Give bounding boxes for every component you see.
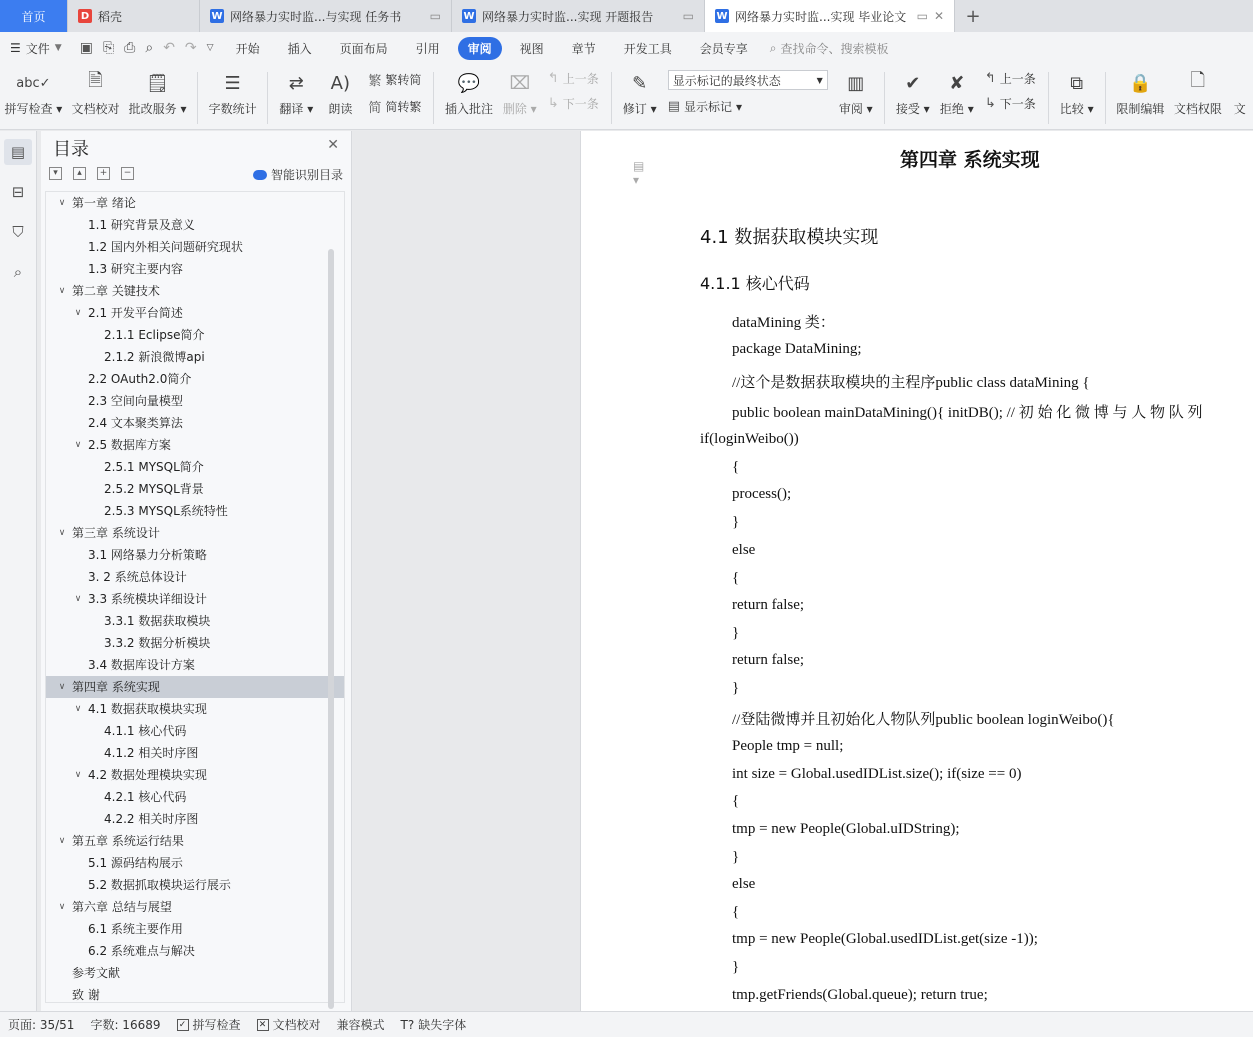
code-line: process(); [732,486,792,502]
next-comment-label: 下一条 [562,97,599,111]
toc-item-label: 参考文献 [72,966,121,980]
toc-item[interactable] [46,390,344,412]
read-aloud-label: 朗读 [328,102,353,116]
code-line: { [732,459,740,475]
menu-view[interactable]: 视图 [519,41,544,56]
more-ribbon-button[interactable] [1227,68,1253,117]
chevron-down-icon[interactable]: ∨ [58,836,66,846]
reject-label: 拒绝 [939,102,964,116]
doc-proof-icon: 🗎 [88,70,103,91]
next-change-label: 下一条 [999,97,1036,111]
search-icon[interactable]: ⌕ [13,263,23,281]
tab-home-label: 首页 [21,9,46,24]
toc-item-label: 第三章 系统设计 [72,526,160,540]
toc-item[interactable] [46,258,344,280]
ribbon-divider [1105,72,1106,124]
toc-item-label: 4.2.2 相关时序图 [104,812,199,826]
toc-item-label: 第六章 总结与展望 [72,900,172,914]
prev-icon: ↰ [984,71,996,86]
chevron-down-icon: ▼ [816,75,823,85]
reject-button[interactable]: ✘ 拒绝 ▾ [935,68,979,117]
toc-item[interactable] [46,676,344,698]
toc-toolbar [49,167,134,180]
section-heading: 4.1 数据获取模块实现 [700,227,879,248]
trad-to-simp-label: 繁转简 [385,73,422,87]
toc-item[interactable] [46,984,344,1003]
toc-item-label: 4.2.1 核心代码 [104,790,187,804]
document-page[interactable] [652,131,1253,1011]
toc-item-label: 第五章 系统运行结果 [72,834,184,848]
spell-check-status[interactable] [177,1016,241,1033]
convert-icon: 繁 [368,74,382,89]
markup-display-select[interactable] [668,70,828,90]
font-icon: T? [400,1017,415,1032]
ribbon-divider [611,72,612,124]
code-line: //这个是数据获取模块的主程序public class dataMining { [732,375,1090,391]
revise-icon: ✎ [632,72,648,94]
revise-label: 修订 [622,102,647,116]
toc-item-label: 4.2 数据处理模块实现 [88,768,207,782]
tab-daoke[interactable] [68,0,200,32]
bookmark-icon[interactable]: ⛉ [12,223,24,241]
code-line: tmp = new People(Global.usedIDList.get(size -1)); [732,931,1038,947]
convert-icon: 简 [368,101,382,116]
doc-permission-button[interactable] [1169,68,1226,117]
compare-icon: ⧉ [1070,72,1084,94]
word-doc-icon: W [716,10,728,22]
missing-font-label: 缺失字体 [418,1018,467,1032]
search-icon: ⌕ [769,40,777,55]
page-indicator-label: 页面: 35/51 [8,1018,75,1032]
ribbon-divider [884,72,885,124]
code-line: return false; [732,597,805,613]
lock-doc-icon: 🔒 [1129,72,1152,94]
delete-comment-button[interactable]: ⌧ 删除 ▾ [498,68,542,117]
toc-item[interactable] [46,566,344,588]
code-line: package DataMining; [732,341,862,357]
daoke-icon: D [78,9,92,23]
toc-item-label: 3.4 数据库设计方案 [88,658,195,672]
toc-item[interactable] [46,918,344,940]
code-line: else [732,542,756,558]
ribbon-divider [197,72,198,124]
word-doc-icon: W [463,10,475,22]
show-markup-label: 显示标记 [684,100,733,114]
translate-icon: ⇄ [288,72,304,94]
proof-icon: ✕ [257,1019,269,1031]
translate-label: 翻译 [279,102,304,116]
toc-item[interactable] [46,302,344,324]
more-icon [1226,68,1253,98]
chevron-down-icon: ▼ [54,43,62,53]
toc-item[interactable] [46,522,344,544]
word-count-value: 字数: 16689 [90,1018,161,1032]
toc-item-label: 2.3 空间向量模型 [88,394,183,408]
toc-item-label: 2.2 OAuth2.0简介 [88,372,192,386]
compare-label: 比较 [1059,102,1084,116]
toc-item[interactable] [46,368,344,390]
toc-item-label: 3.3 系统模块详细设计 [88,592,207,606]
toc-panel-icon[interactable]: ▤ [4,139,32,165]
missing-font-status[interactable] [401,1016,467,1033]
tab-document-renwushu[interactable] [200,0,452,32]
doc-proof-status-label: 文档校对 [272,1018,321,1032]
screen-icon[interactable]: ▭ [916,9,928,23]
prev-change-button[interactable] [985,70,1036,87]
toc-item[interactable] [46,456,344,478]
toc-item-label: 1.3 研究主要内容 [88,262,183,276]
toc-item-label: 3.3.1 数据获取模块 [104,614,211,628]
spell-check-icon: abc✓ [16,75,51,91]
chinese-convert-group [362,68,427,118]
read-aloud-button[interactable] [318,68,362,117]
tab-label: 稻壳 [98,9,123,24]
markup-select-value: 显示标记的最终状态 [672,73,781,88]
toc-item-label: 2.5.2 MYSQL背景 [104,482,204,496]
chevron-down-icon[interactable]: ∨ [58,286,66,296]
translate-button[interactable]: ⇄ 翻译 ▾ [274,68,318,117]
toc-item[interactable] [46,940,344,962]
code-line: { [732,904,740,920]
paragraph-menu-icon[interactable]: ▤ ▾ [633,159,645,187]
tab-label: 网络暴力实时监...实现 毕业论文 [735,9,907,24]
more-ribbon-label: 文 [1233,102,1246,116]
reject-icon: ✘ [949,72,965,94]
code-line: if(loginWeibo()) [700,431,799,447]
accept-icon: ✔ [905,72,921,94]
add-heading-icon[interactable]: + [97,167,110,180]
change-nav-group [979,68,1042,114]
prev-comment-label: 上一条 [562,72,599,86]
chevron-down-icon[interactable]: ∨ [58,682,66,692]
code-line: tmp = new People(Global.uIDString); [732,821,960,837]
prev-change-label: 上一条 [999,72,1036,86]
toc-item[interactable] [46,500,344,522]
subsection-heading: 4.1.1 核心代码 [700,274,810,293]
command-search-placeholder: 查找命令、搜索模板 [780,41,889,56]
chapter-heading: 第四章 系统实现 [900,149,1040,171]
toc-item-label: 4.1.2 相关时序图 [104,746,199,760]
doc-proof-status[interactable] [257,1016,321,1033]
word-count-button[interactable] [204,68,261,117]
toc-item[interactable] [46,192,344,214]
toc-item[interactable] [46,654,344,676]
prev-comment-button[interactable] [548,70,599,87]
code-line: } [732,849,740,865]
show-markup-icon: ▤ [667,99,681,114]
doc-permission-icon: 🗋 [1190,70,1206,91]
undo-icon[interactable]: ↶ [163,40,175,56]
compare-button[interactable]: ⧉ 比较 ▾ [1055,68,1099,117]
tab-document-lunwen[interactable] [705,0,955,32]
menu-references[interactable]: 引用 [415,41,440,56]
toc-item[interactable] [46,852,344,874]
tab-bar [0,0,1253,32]
toc-item-label: 2.5.1 MYSQL简介 [104,460,204,474]
print-icon[interactable]: ⎙ [124,40,136,56]
chevron-down-icon[interactable]: ∨ [74,704,82,714]
toc-item-label: 6.2 系统难点与解决 [88,944,195,958]
toc-item-label: 6.1 系统主要作用 [88,922,183,936]
smart-toc-label: 智能识别目录 [270,168,343,182]
toc-item[interactable] [46,412,344,434]
cloud-ai-icon [253,170,267,180]
doc-permission-label: 文档权限 [1173,102,1222,116]
expand-all-icon[interactable]: ▴ [73,167,86,180]
file-menu-label: 文件 [25,41,50,56]
restrict-edit-button[interactable] [1112,68,1169,117]
remove-heading-icon[interactable]: − [121,167,134,180]
review-ribbon [0,64,1253,130]
menu-start[interactable]: 开始 [235,41,260,56]
code-line: } [732,959,740,975]
prev-icon: ↰ [547,71,559,86]
next-change-button[interactable] [985,95,1036,112]
file-menu[interactable] [0,40,72,57]
toc-item-label: 第四章 系统实现 [72,680,160,694]
toc-item-label: 3.1 网络暴力分析策略 [88,548,207,562]
spell-check-label: 拼写检查 [4,102,53,116]
chevron-down-icon[interactable]: ∨ [74,770,82,780]
review-pane-button[interactable]: ▥ 审阅 ▾ [834,68,878,117]
comment-add-icon: 💬 [457,72,481,94]
ribbon-divider [433,72,434,124]
code-line: } [732,514,740,530]
menu-chapter[interactable]: 章节 [571,41,596,56]
command-search[interactable] [770,40,889,57]
toc-item-label: 4.1 数据获取模块实现 [88,702,207,716]
toc-item[interactable] [46,632,344,654]
toc-item[interactable] [46,698,344,720]
code-line: tmp.getFriends(Global.queue); return true; [732,987,988,1003]
toc-item-label: 5.1 源码结构展示 [88,856,183,870]
restrict-edit-label: 限制编辑 [1116,102,1165,116]
toc-item-label: 2.1.2 新浪微博api [104,350,205,364]
toc-item[interactable] [46,324,344,346]
toc-item[interactable] [46,896,344,918]
markup-group [662,68,834,117]
accept-label: 接受 [895,102,920,116]
toc-item-label: 致 谢 [72,988,100,1002]
code-line: int size = Global.usedIDList.size(); if(size == 0) [732,766,1022,782]
toc-item[interactable] [46,742,344,764]
toc-panel [41,131,352,1011]
toc-item[interactable] [46,808,344,830]
chevron-down-icon[interactable]: ∨ [58,198,66,208]
review-pane-label: 审阅 [838,102,863,116]
tab-home[interactable] [0,0,68,32]
word-doc-icon: W [211,10,223,22]
ribbon-divider [267,72,268,124]
chevron-down-icon[interactable]: ∨ [58,528,66,538]
chapter-panel-icon[interactable]: ⊟ [11,183,25,201]
toc-item-label: 3.3.2 数据分析模块 [104,636,211,650]
code-line: } [732,680,740,696]
toc-item[interactable] [46,214,344,236]
annotation-service-button[interactable]: 🗒 批改服务 ▾ [124,68,191,117]
toc-item-label: 2.1.1 Eclipse简介 [104,328,205,342]
status-bar [0,1011,1253,1037]
toc-item[interactable] [46,720,344,742]
toc-item-label: 1.1 研究背景及意义 [88,218,195,232]
code-line: dataMining 类： [732,315,835,331]
screen-icon[interactable]: ▭ [682,9,694,23]
next-icon: ↳ [547,96,559,111]
print-preview-icon[interactable]: ⌕ [145,40,154,56]
check-icon: ✓ [177,1019,189,1031]
navigation-rail [0,131,37,1011]
toc-item-label: 2.4 文本聚类算法 [88,416,183,430]
read-aloud-icon: A) [330,72,350,94]
code-line: People tmp = null; [732,738,844,754]
quick-access-toolbar [72,40,222,56]
annotation-service-label: 批改服务 [128,102,177,116]
save-icon[interactable]: ▣ [79,40,93,56]
revise-button[interactable]: ✎ 修订 ▾ [618,68,662,117]
close-icon[interactable]: ✕ [933,9,944,23]
hamburger-icon: ☰ [10,41,21,55]
simp-to-trad-button[interactable] [368,97,421,116]
word-count-label: 字数统计 [208,102,257,116]
compat-mode-label: 兼容模式 [336,1018,385,1032]
toc-item[interactable] [46,236,344,258]
review-pane-icon: ▥ [847,72,865,94]
toc-item[interactable] [46,830,344,852]
code-line: public boolean mainDataMining(){ initDB(); // 初 始 化 微 博 与 人 物 队 列 [732,405,1203,421]
code-line: else [732,876,756,892]
insert-comment-button[interactable] [440,68,497,117]
chevron-down-icon[interactable]: ∨ [74,308,82,318]
trad-to-simp-button[interactable] [368,70,421,89]
toc-item[interactable] [46,610,344,632]
toc-item-label: 第一章 绪论 [72,196,136,210]
spell-check-button[interactable]: abc✓ 拼写检查 ▾ [0,68,67,117]
code-line: { [732,793,740,809]
comment-nav-group [542,68,605,114]
toc-item[interactable] [46,434,344,456]
toc-item-label: 4.1.1 核心代码 [104,724,187,738]
delete-comment-label: 删除 [502,102,527,116]
menu-bar [0,32,1253,64]
toc-item-label: 5.2 数据抓取模块运行展示 [88,878,231,892]
comment-delete-icon: ⌧ [509,72,531,94]
chevron-down-icon[interactable]: ∨ [74,594,82,604]
toc-title: 目录 [53,139,89,160]
show-markup-button[interactable]: ▤ 显示标记 ▾ [667,99,743,114]
toc-item[interactable] [46,764,344,786]
code-line: return false; [732,652,805,668]
screen-icon[interactable]: ▭ [429,9,441,23]
page-indicator[interactable] [8,1016,74,1033]
toc-list [45,191,345,1003]
word-count-icon: ☰ [224,72,241,94]
accept-button[interactable]: ✔ 接受 ▾ [891,68,935,117]
toc-item[interactable] [46,478,344,500]
compat-mode-status [337,1016,385,1033]
toc-item-label: 3. 2 系统总体设计 [88,570,187,584]
menu-member[interactable]: 会员专享 [699,41,748,56]
toc-item[interactable] [46,588,344,610]
annotation-service-icon: 🗒 [146,72,169,94]
word-count-status[interactable] [90,1016,160,1033]
collapse-all-icon[interactable]: ▾ [49,167,62,180]
code-line: { [732,570,740,586]
toc-item[interactable] [46,874,344,896]
spell-check-status-label: 拼写检查 [192,1018,241,1032]
simp-to-trad-label: 简转繁 [385,100,422,114]
tab-document-kaiti[interactable] [452,0,705,32]
toc-item-label: 2.5.3 MYSQL系统特性 [104,504,228,518]
export-icon[interactable]: ⎘ [102,40,115,56]
close-icon[interactable]: ✕ [327,137,339,153]
toc-item-label: 第二章 关键技术 [72,284,160,298]
smart-toc-button[interactable] [253,166,343,183]
ribbon-divider [1048,72,1049,124]
page-gutter [580,131,652,1011]
next-icon: ↳ [984,96,996,111]
new-tab-button[interactable]: + [965,5,981,27]
toc-item-label: 1.2 国内外相关问题研究现状 [88,240,243,254]
toc-item[interactable] [46,962,344,984]
customize-icon[interactable]: ▽ [206,43,214,53]
next-comment-button[interactable] [548,95,599,112]
tab-label: 网络暴力实时监...实现 开题报告 [482,9,654,24]
toc-item[interactable] [46,786,344,808]
menu-page-layout[interactable]: 页面布局 [339,41,388,56]
menu-insert[interactable]: 插入 [287,41,312,56]
toc-item-label: 2.1 开发平台简述 [88,306,183,320]
code-line: } [732,625,740,641]
insert-comment-label: 插入批注 [445,102,494,116]
chevron-down-icon[interactable]: ∨ [74,440,82,450]
tab-label: 网络暴力实时监...与实现 任务书 [230,9,402,24]
menu-developer[interactable]: 开发工具 [623,41,672,56]
toc-scrollbar[interactable] [328,249,334,1009]
toc-item[interactable] [46,346,344,368]
code-line: //登陆微博并且初始化人物队列public boolean loginWeibo(){ [732,712,1115,728]
doc-proof-label: 文档校对 [71,102,120,116]
chevron-down-icon[interactable]: ∨ [58,902,66,912]
doc-proof-button[interactable] [67,68,124,117]
menu-review[interactable]: 审阅 [458,37,502,60]
toc-item-label: 2.5 数据库方案 [88,438,171,452]
toc-item[interactable] [46,544,344,566]
toc-item[interactable] [46,280,344,302]
redo-icon[interactable]: ↷ [184,40,197,56]
